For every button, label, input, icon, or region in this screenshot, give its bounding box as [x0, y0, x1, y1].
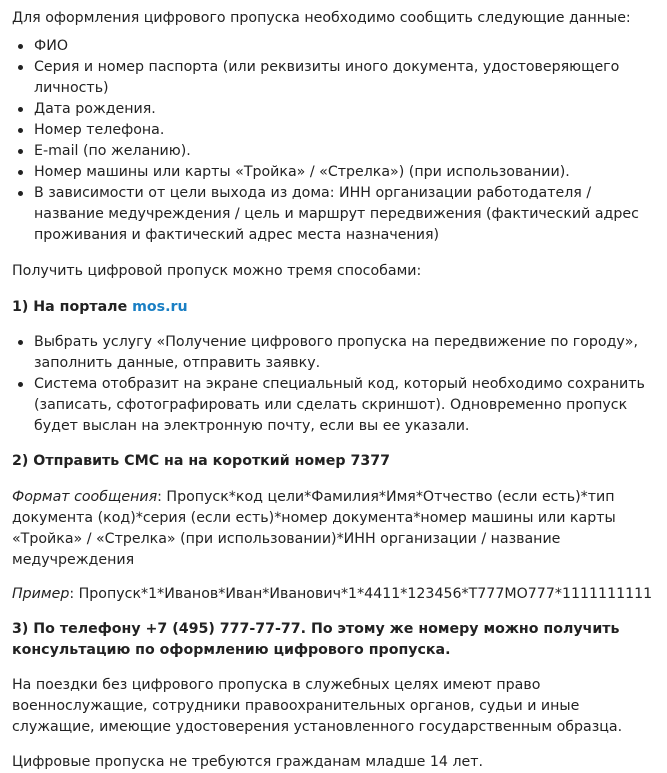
list-item: Номер машины или карты «Тройка» / «Стрелка») (при использовании). [12, 162, 659, 183]
list-item: E-mail (по желанию). [12, 141, 659, 162]
list-item: Система отобразит на экране специальный код, который необходимо сохранить (записать, сфотографировать или сделать скриншот). Одновременно пропуск будет выслан на электронную почту, если вы ее указали. [12, 374, 659, 437]
list-item: В зависимости от цели выхода из дома: ИНН организации работодателя / название медучреждения / цель и маршрут передвижения (фактический адрес проживания и фактический адрес места назначения) [12, 183, 659, 246]
sms-format-label: Формат сообщения [12, 489, 158, 505]
required-data-list [12, 36, 659, 246]
portal-steps-list [12, 332, 659, 437]
intro-text: Для оформления цифрового пропуска необходимо сообщить следующие данные: [12, 10, 631, 26]
sms-example-label: Пример [12, 586, 70, 602]
sms-format-body: : Пропуск*код цели*Фамилия*Имя*Отчество (если есть)*тип документа (код)*серия (если есть)*номер документа*номер машины или карты «Тройка» / «Стрелка» (при использовании)*ИНН организации / название медучреждения [12, 489, 616, 568]
portal-method-heading [12, 297, 659, 318]
mos-ru-link[interactable]: mos.ru [132, 299, 188, 315]
exemption-text: На поездки без цифрового пропуска в служебных целях имеют право военнослужащие, сотрудники правоохранительных органов, судьи и иные служащие, имеющие удостоверения установленного государственным образца. [12, 677, 623, 735]
list-item: Номер телефона. [12, 120, 659, 141]
sms-method-heading: 2) Отправить СМС на на короткий номер 7377 [12, 453, 390, 469]
phone-method-heading: 3) По телефону +7 (495) 777-77-77. По этому же номеру можно получить консультацию по оформлению цифрового пропуска. [12, 621, 620, 658]
list-item: Дата рождения. [12, 99, 659, 120]
minors-text: Цифровые пропуска не требуются гражданам младше 14 лет. [12, 754, 484, 770]
sms-example-body: : Пропуск*1*Иванов*Иван*Иванович*1*4411*123456*Т777МО777*1111111111 [69, 586, 653, 602]
portal-heading-prefix: 1) На портале [12, 299, 133, 315]
sms-format-text [12, 487, 659, 571]
sms-example-text [12, 584, 659, 605]
list-item: Серия и номер паспорта (или реквизиты иного документа, удостоверяющего личность) [12, 57, 659, 99]
list-item: Выбрать услугу «Получение цифрового пропуска на передвижение по городу», заполнить данные, отправить заявку. [12, 332, 659, 374]
list-item: ФИО [12, 36, 659, 57]
ways-intro-text: Получить цифровой пропуск можно тремя способами: [12, 263, 422, 279]
